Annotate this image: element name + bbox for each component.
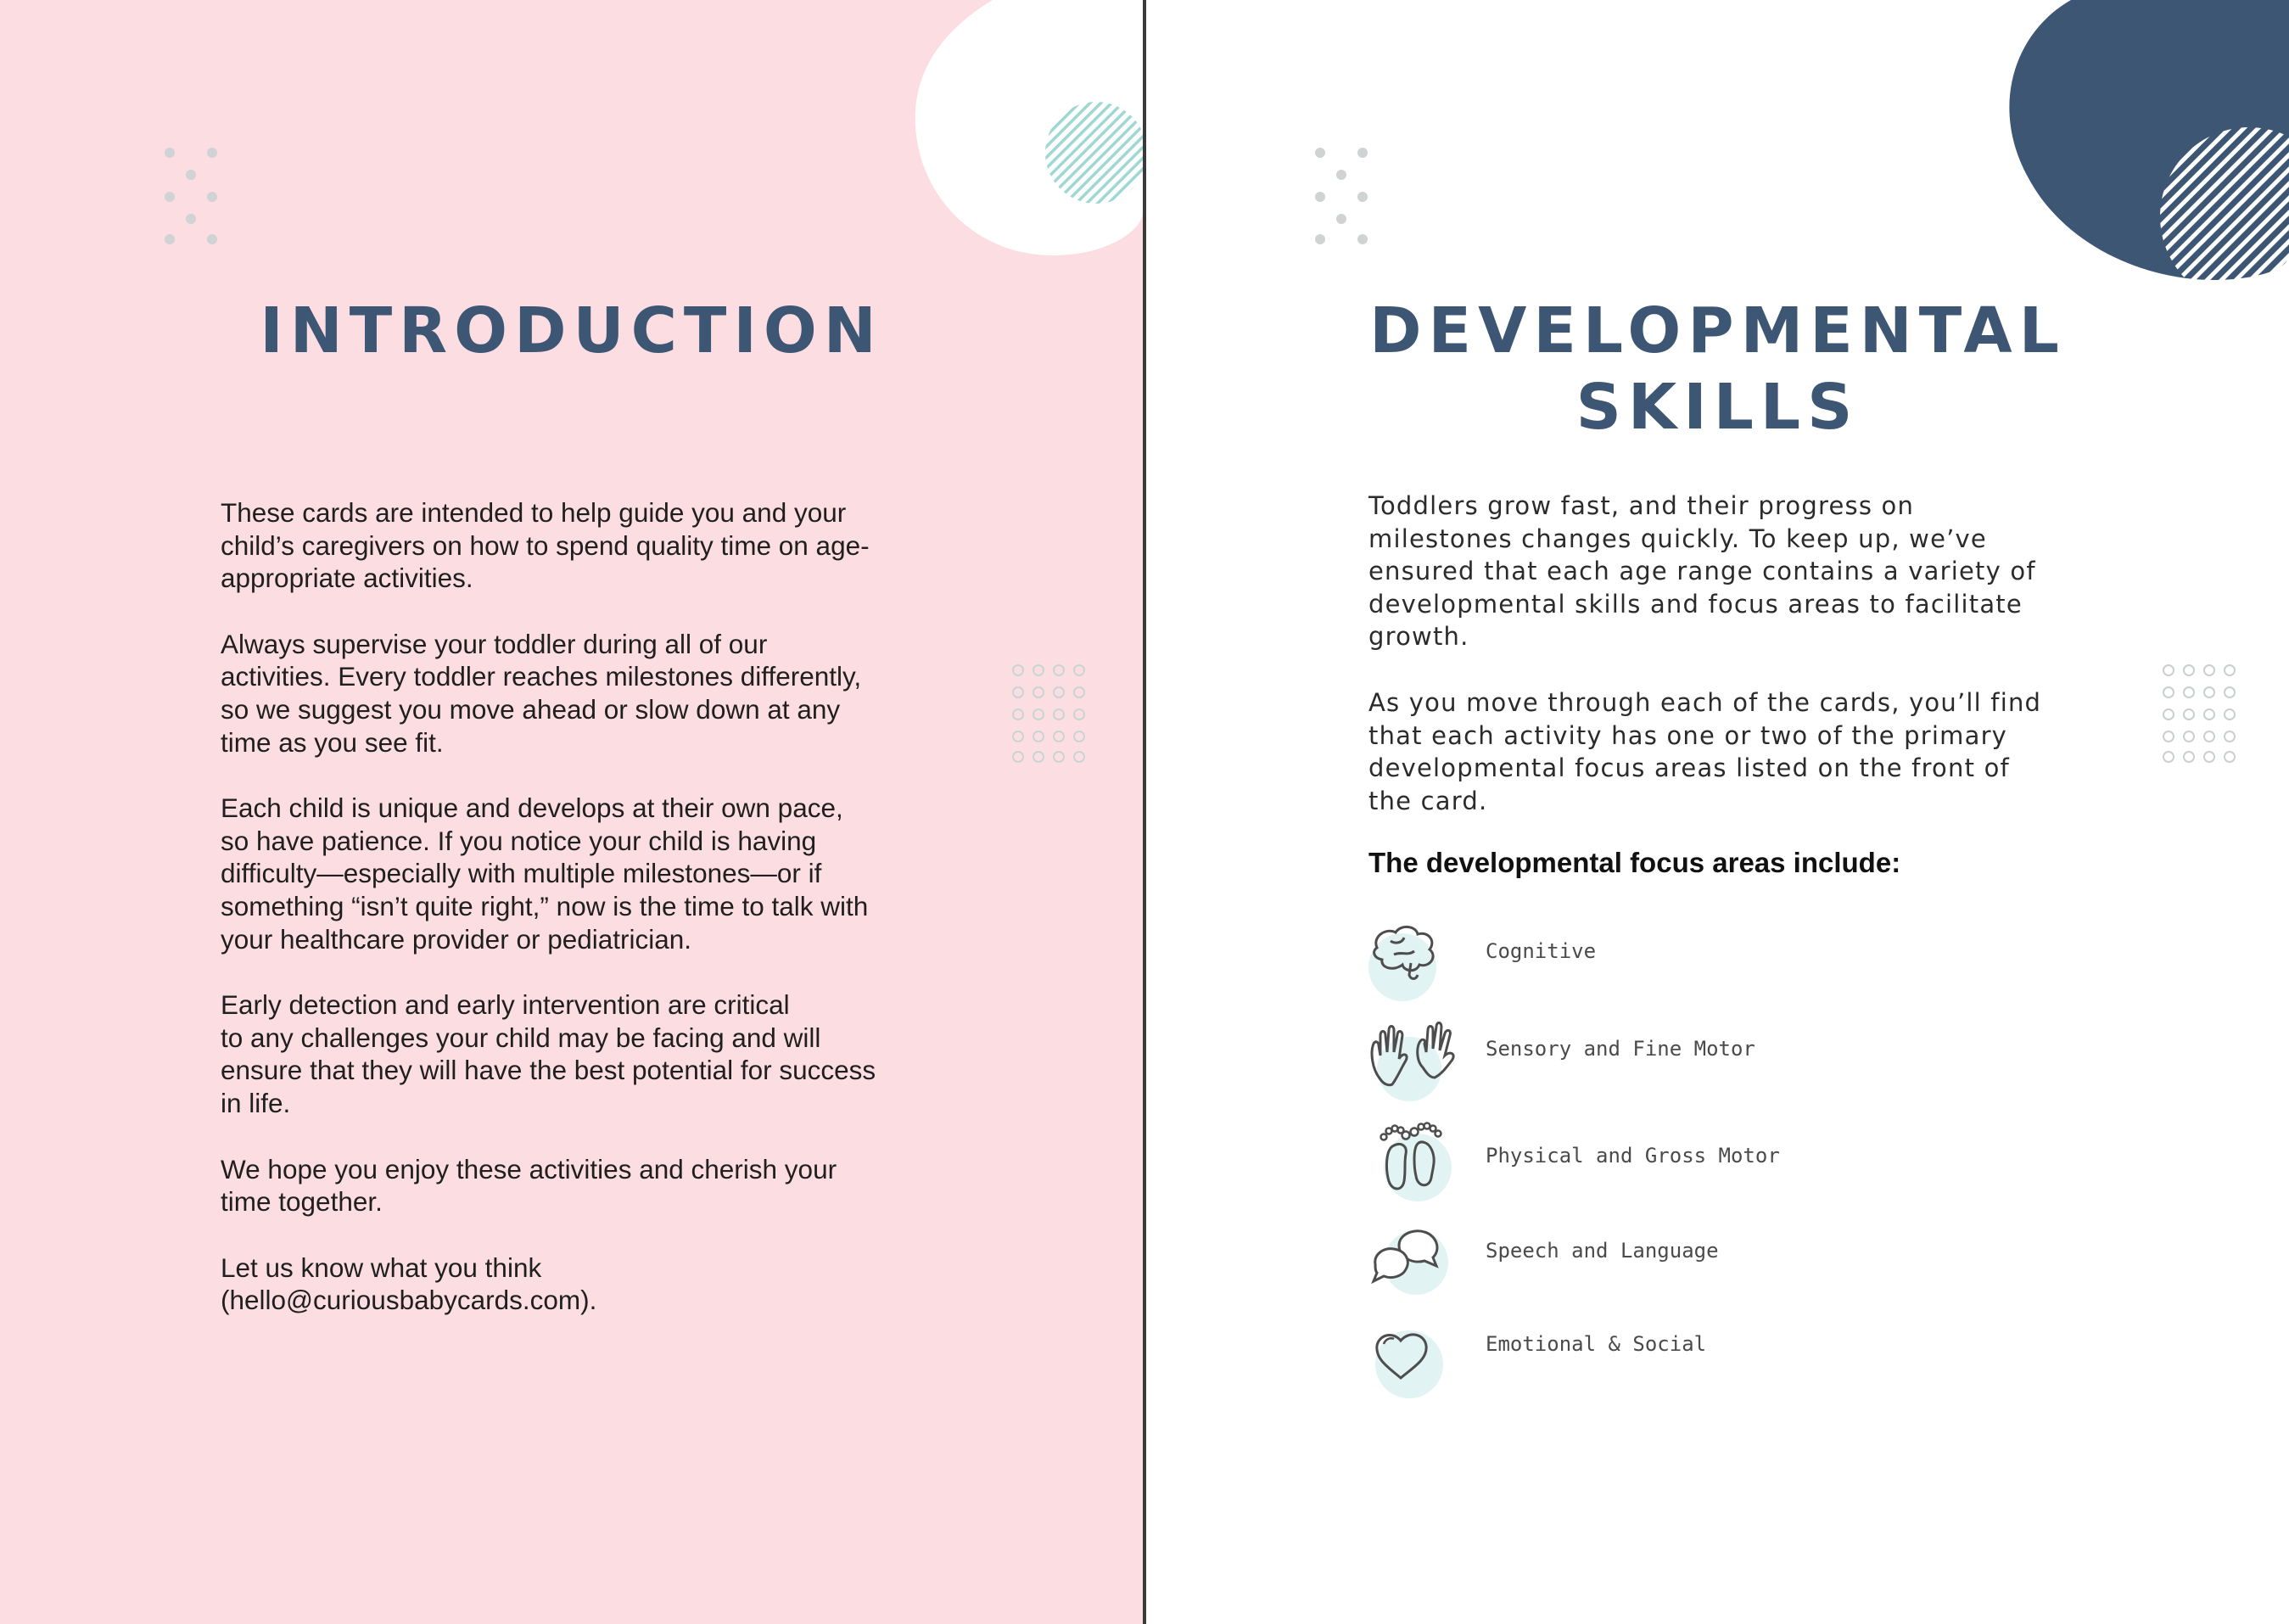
paragraph: Always supervise your toddler during all of our activities. Every toddler reaches milestones differently, so we suggest you move ahead or slow down at any time as you see fit. <box>221 628 862 758</box>
navy-blob-decoration <box>1995 0 2289 288</box>
focus-area-label: Emotional & Social <box>1486 1332 1707 1356</box>
focus-area-label: Cognitive <box>1486 939 1597 963</box>
paragraph: Early detection and early intervention are critical to any challenges your child may be facing and will ensure that they will have the best potential for success in life. <box>221 989 876 1118</box>
dot-grid-decoration <box>161 144 221 246</box>
focus-area-cognitive <box>1368 921 2047 1005</box>
page-title-introduction: INTRODUCTION <box>260 294 883 367</box>
heart-icon <box>1368 1313 1479 1398</box>
ring-grid-decoration <box>1010 662 1086 764</box>
focus-areas-heading: The developmental focus areas include: <box>1368 847 1901 878</box>
left-page <box>0 0 1143 1624</box>
focus-area-physical-gross-motor <box>1368 1120 2047 1205</box>
introduction-body <box>221 496 933 1350</box>
dot-grid-decoration <box>1312 144 1371 246</box>
right-page <box>1146 0 2289 1624</box>
white-blob-decoration <box>899 0 1143 263</box>
hands-icon <box>1368 1018 1479 1103</box>
paragraph: We hope you enjoy these activities and cherish your time together. <box>221 1153 837 1218</box>
focus-area-label: Speech and Language <box>1486 1239 1719 1263</box>
paragraph: As you move through each of the cards, you’ll find that each activity has one or two of the primary developmental focus areas listed on the front of the card. <box>1368 687 2042 815</box>
feet-icon <box>1368 1120 1479 1205</box>
paragraph: These cards are intended to help guide you and your child’s caregivers on how to spend quality time on age- appropriate activities. <box>221 497 870 594</box>
paragraph: Toddlers grow fast, and their progress on milestones changes quickly. To keep up, we’ve ensured that each age range contains a variety of developmental skills and focus areas to facilitate growth. <box>1368 491 2036 652</box>
focus-area-emotional-social <box>1368 1313 2047 1398</box>
brain-icon <box>1368 921 1479 1005</box>
developmental-skills-body <box>1368 490 2047 850</box>
focus-area-label: Sensory and Fine Motor <box>1486 1037 1755 1061</box>
page-title-developmental-skills: DEVELOPMENTAL SKILLS <box>1369 294 2066 444</box>
focus-area-label: Physical and Gross Motor <box>1486 1144 1780 1168</box>
speech-bubbles-icon <box>1368 1215 1479 1300</box>
focus-area-sensory-fine-motor <box>1368 1018 2047 1103</box>
ring-grid-decoration <box>2160 662 2236 764</box>
focus-area-speech-language <box>1368 1215 2047 1300</box>
paragraph: Each child is unique and develops at their own pace, so have patience. If you notice your child is having difficulty—especially with multiple milestones—or if something “isn’t quite right,” now is the time to talk with your healthcare provider or pediatrician. <box>221 792 869 955</box>
paragraph: Let us know what you think (hello@curiousbabycards.com). <box>221 1252 597 1316</box>
